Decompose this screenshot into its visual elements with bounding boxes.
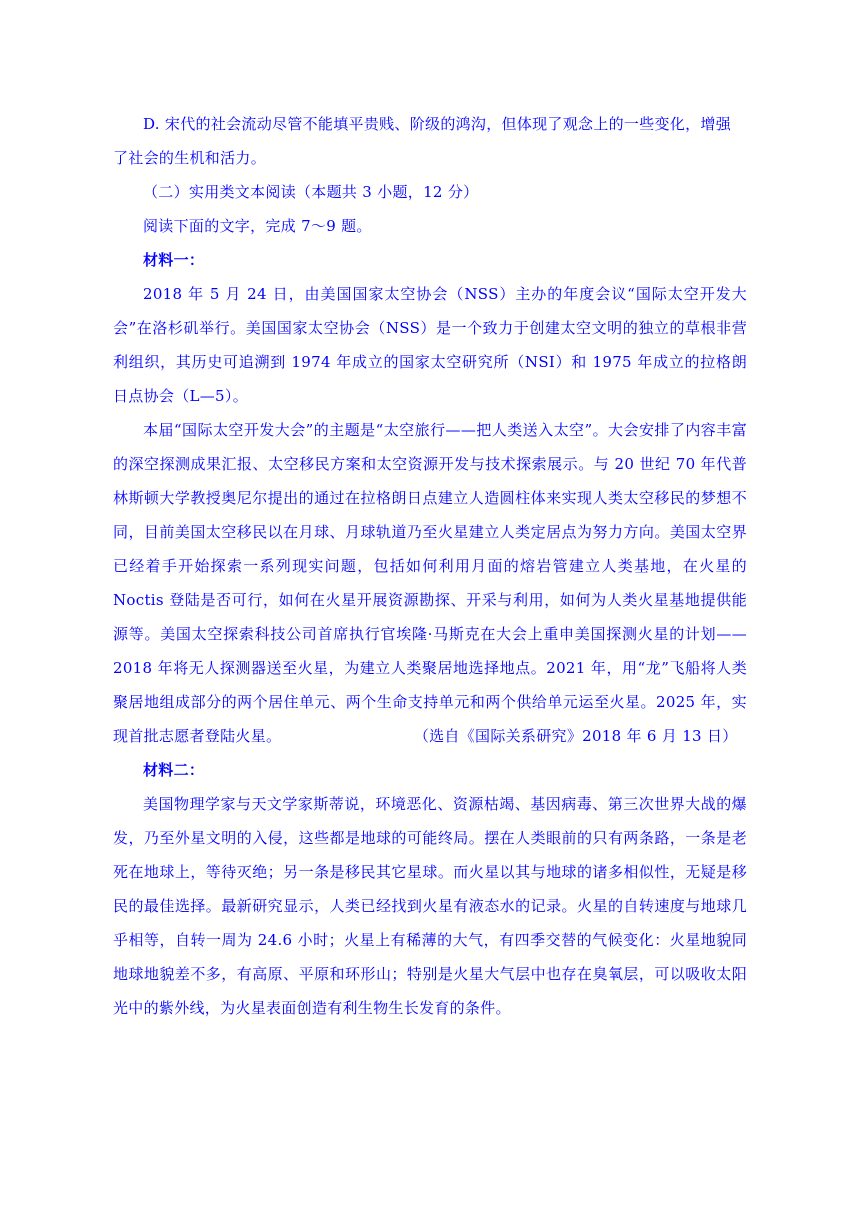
material1-paragraph2-text: 本届“国际太空开发大会”的主题是“太空旅行——把人类送入太空”。大会安排了内容丰富的深空探测成果汇报、太空移民方案和太空资源开发与技术探索展示。与 20 世纪 70 年代普林斯顿大学教授奥尼尔提出的通过在拉格朗日点建立人造圆柱体来实现人类太空移民的梦想不同，目前美国太空移民以在月球、月球轨道乃至火星建立人类定居点为努力方向。美国太空界已经着手开始探索一系列现实问题，包括如何利用月面的熔岩管建立人类基地，在火星的 Noctis 登陆是否可行，如何在火星开展资源勘探、开采与利用，如何为人类火星基地提供能源等。美国太空探索科技公司首席执行官埃隆·马斯克在大会上重申美国探测火星的计划——2018 年将无人探测器送至火星，为建立人类聚居地选择地点。2021 年，用“龙”飞船将人类聚居地组成部分的两个居住单元、两个生命支持单元和两个供给单元运至火星。2025 年，实现首批志愿者登陆火星。 — [113, 421, 747, 745]
material2-paragraph1: 美国物理学家与天文学家斯蒂说，环境恶化、资源枯竭、基因病毒、第三次世界大战的爆发，乃至外星文明的入侵，这些都是地球的可能终局。摆在人类眼前的只有两条路，一条是老死在地球上，等待灭绝；另一条是移民其它星球。而火星以其与地球的诸多相似性，无疑是移民的最佳选择。最新研究显示，人类已经找到火星有液态水的记录。火星的自转速度与地球几乎相等，自转一周为 24.6 小时；火星上有稀薄的大气，有四季交替的气候变化：火星地貌同地球地貌差不多，有高原、平原和环形山；特别是火星大气层中也存在臭氧层，可以吸收太阳光中的紫外线，为火星表面创造有利生物生长发育的条件。 — [113, 795, 747, 1017]
material1-paragraph2 — [113, 413, 747, 753]
material1-heading: 材料一： — [143, 251, 205, 269]
option-d-line2: 了社会的生机和活力。 — [113, 149, 267, 167]
option-d-line1: D. 宋代的社会流动尽管不能填平贵贱、阶级的鸿沟，但体现了观念上的一些变化，增强 — [143, 115, 732, 133]
instruction: 阅读下面的文字，完成 7～9 题。 — [143, 217, 372, 235]
material2-heading: 材料二： — [143, 761, 205, 779]
material1-source: （选自《国际关系研究》2018 年 6 月 13 日） — [421, 727, 738, 745]
material1-paragraph1: 2018 年 5 月 24 日，由美国国家太空协会（NSS）主办的年度会议“国际太空开发大会”在洛杉矶举行。美国国家太空协会（NSS）是一个致力于创建太空文明的独立的草根非营利组织，其历史可追溯到 1974 年成立的国家太空研究所（NSI）和 1975 年成立的拉格朗日点协会（L—5）。 — [113, 285, 747, 405]
section-title: （二）实用类文本阅读（本题共 3 小题，12 分） — [143, 183, 479, 201]
